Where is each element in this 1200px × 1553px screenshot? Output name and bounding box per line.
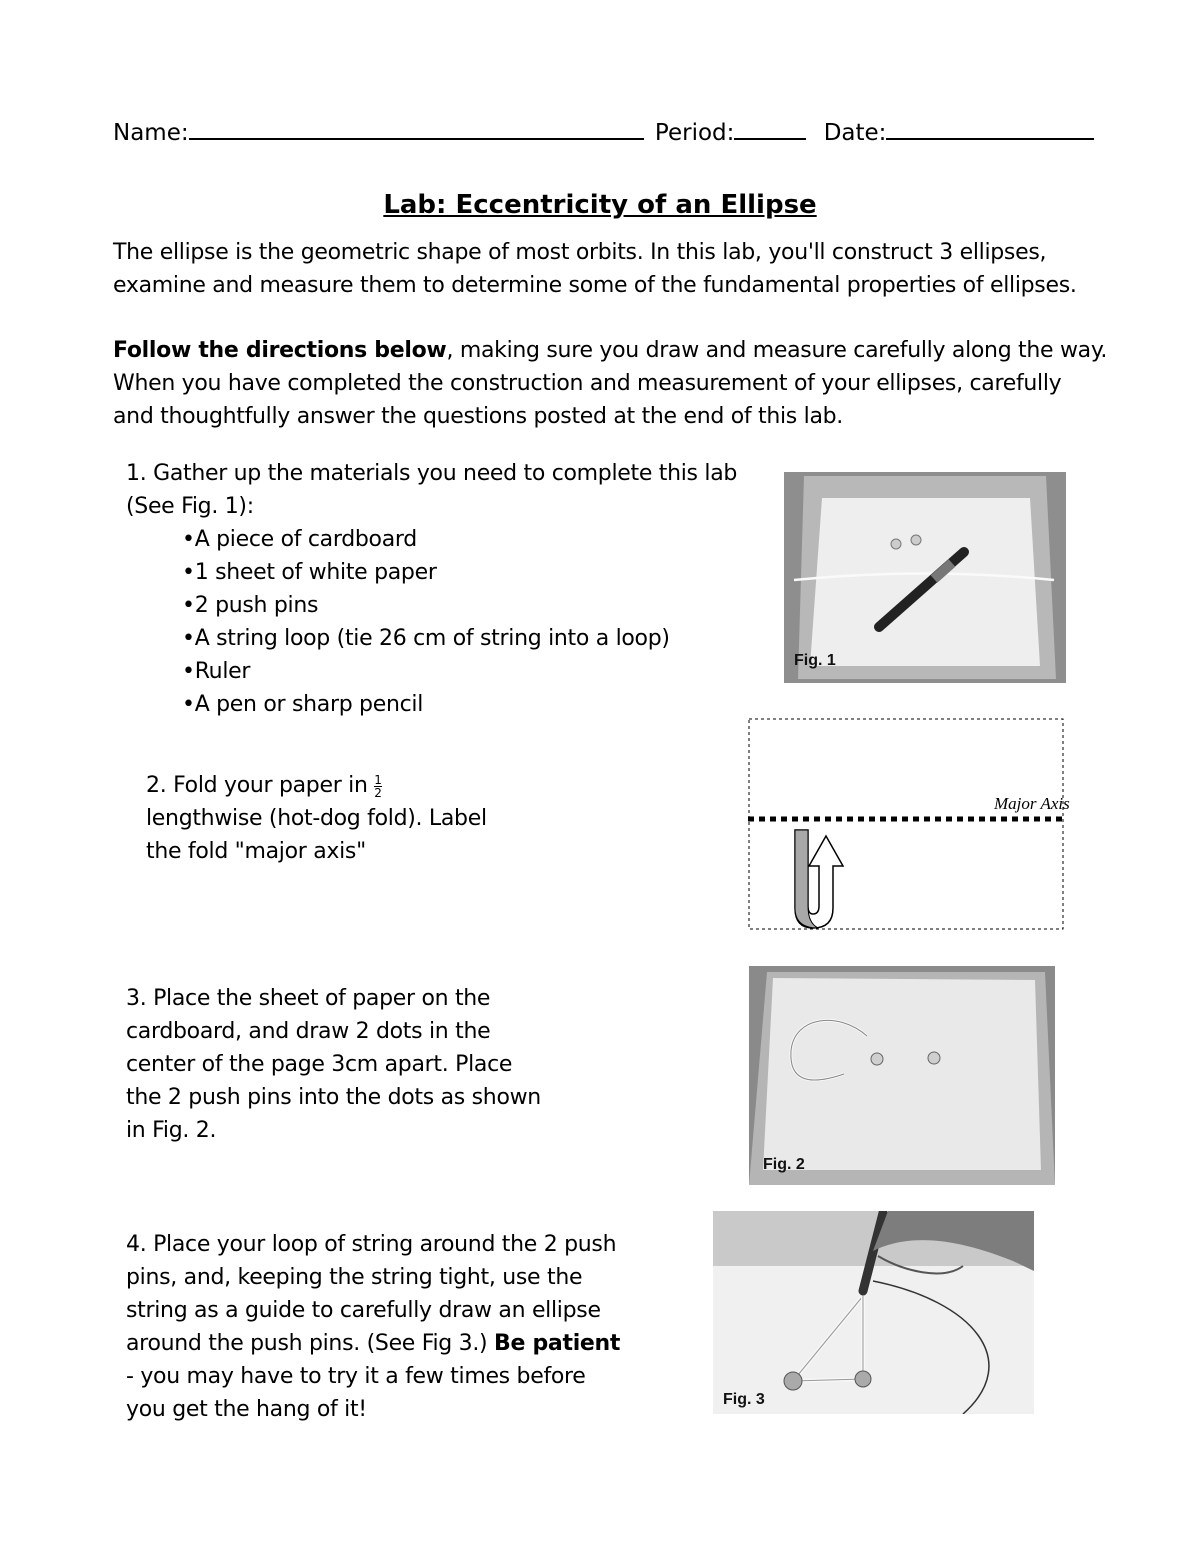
step-4-line: you get the hang of it!	[126, 1397, 367, 1422]
figure-2-illustration	[749, 966, 1055, 1185]
figure-2-photo	[749, 966, 1055, 1185]
major-axis-label: Major Axis	[994, 794, 1070, 813]
step-4-line: around the push pins. (See Fig 3.) Be patient	[126, 1331, 621, 1356]
step-3-line: in Fig. 2.	[126, 1118, 217, 1143]
step-4-line: string as a guide to carefully draw an ellipse	[126, 1298, 601, 1323]
step-4-line: 4. Place your loop of string around the 2 push	[126, 1232, 617, 1257]
figure-3-label: Fig. 3	[723, 1391, 765, 1408]
directions-paragraph	[113, 334, 1107, 433]
fold-diagram	[748, 718, 1070, 930]
figure-2-label: Fig. 2	[763, 1156, 805, 1173]
step-3	[126, 982, 541, 1147]
date-label: Date:	[823, 120, 887, 146]
figure-1-photo	[784, 472, 1066, 683]
step-4	[126, 1228, 620, 1426]
list-item: • 2 push pins	[182, 589, 670, 622]
list-item: • Ruler	[182, 655, 670, 688]
directions-line: and thoughtfully answer the questions posted at the end of this lab.	[113, 404, 843, 429]
step-3-line: the 2 push pins into the dots as shown	[126, 1085, 541, 1110]
fold-diagram-illustration	[748, 718, 1064, 930]
one-half-fraction: $\frac{1}{2}$	[374, 772, 382, 800]
step-3-line: cardboard, and draw 2 dots in the	[126, 1019, 491, 1044]
page-title: Lab: Eccentricity of an Ellipse	[383, 190, 817, 220]
step-1-line: 1. Gather up the materials you need to complete this lab	[126, 461, 738, 486]
list-item: • A string loop (tie 26 cm of string into a loop)	[182, 622, 670, 655]
be-patient-emphasis: Be patient	[494, 1331, 621, 1356]
figure-3-photo	[713, 1211, 1034, 1414]
list-item: • A piece of cardboard	[182, 523, 670, 556]
period-blank[interactable]	[734, 114, 806, 140]
header-fields	[113, 114, 1094, 146]
directions-line: When you have completed the construction and measurement of your ellipses, carefully	[113, 371, 1062, 396]
name-label: Name:	[113, 120, 189, 146]
intro-paragraph	[113, 236, 1077, 302]
list-item: • A pen or sharp pencil	[182, 688, 670, 721]
intro-line: The ellipse is the geometric shape of most orbits. In this lab, you'll construct 3 ellipses,	[113, 240, 1047, 265]
figure-3-illustration	[713, 1211, 1034, 1414]
step-1	[126, 457, 737, 523]
date-blank[interactable]	[886, 114, 1094, 140]
step-2-line: the fold "major axis"	[146, 839, 366, 864]
step-1-line: (See Fig. 1):	[126, 494, 254, 519]
step-2-line: lengthwise (hot-dog fold). Label	[146, 806, 487, 831]
name-blank[interactable]	[189, 114, 644, 140]
intro-line: examine and measure them to determine some of the fundamental properties of ellipses.	[113, 273, 1077, 298]
directions-bold-lead: Follow the directions below	[113, 338, 447, 363]
step-4-line: - you may have to try it a few times before	[126, 1364, 586, 1389]
step-4-line: pins, and, keeping the string tight, use the	[126, 1265, 583, 1290]
directions-line: Follow the directions below, making sure you draw and measure carefully along the way.	[113, 338, 1108, 363]
period-label: Period:	[654, 120, 735, 146]
step-2	[146, 769, 487, 868]
figure-1-label: Fig. 1	[794, 652, 836, 669]
materials-list	[182, 523, 670, 721]
step-3-line: 3. Place the sheet of paper on the	[126, 986, 491, 1011]
step-3-line: center of the page 3cm apart. Place	[126, 1052, 513, 1077]
list-item: • 1 sheet of white paper	[182, 556, 670, 589]
step-2-line: 2. Fold your paper in $\frac{1}{2}$	[146, 772, 382, 800]
